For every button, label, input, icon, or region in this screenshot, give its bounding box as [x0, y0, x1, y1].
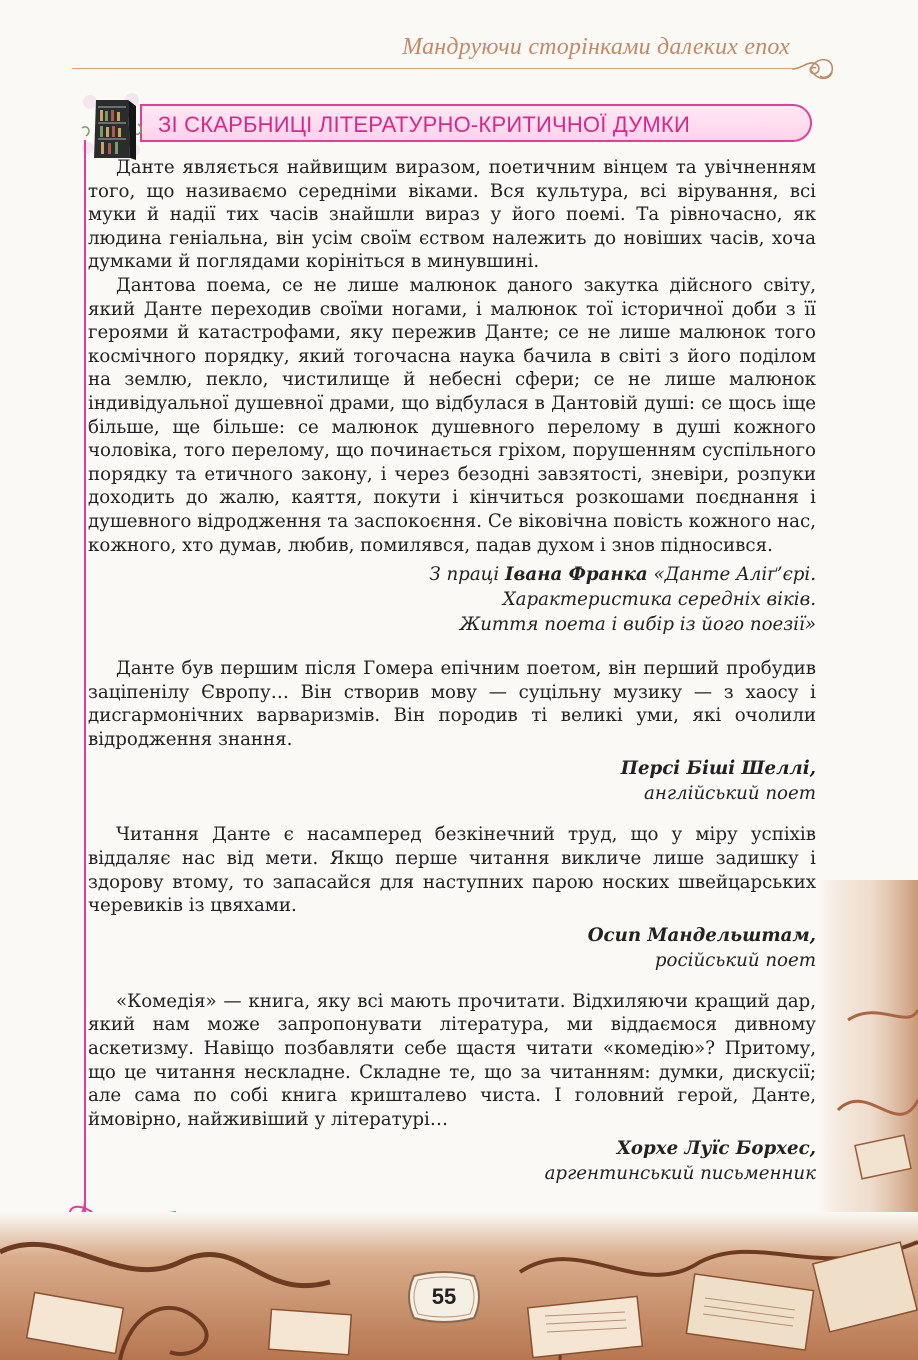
quote-attribution — [88, 756, 816, 806]
flourish-ornament-icon — [790, 52, 836, 86]
quote-attribution — [88, 923, 816, 973]
quote-block-franko — [88, 156, 816, 637]
attribution-author: Осип Мандельштам, — [587, 924, 816, 946]
attribution-role: англійський поет — [644, 783, 816, 805]
quotes-content — [88, 156, 816, 1186]
attribution-title-line3: Життя поета і вибір із його поезії» — [459, 614, 816, 636]
running-head-title: Мандруючи сторінками далеких епох — [402, 34, 790, 60]
attribution-author: Хорхе Луїс Борхес, — [616, 1138, 816, 1160]
section-title: ЗІ СКАРБНИЦІ ЛІТЕРАТУРНО-КРИТИЧНОЇ ДУМКИ — [158, 112, 690, 137]
attribution-role: аргентинський письменник — [544, 1163, 816, 1185]
attribution-title-line2: Характеристика середніх віків. — [502, 589, 816, 611]
quote-paragraph: Дантова поема, се не лише малюнок даного закутка дійсного світу, який Данте переходив своїми ногами, і малюнок тої історичної доби з її героями й катастрофами, яку пережив Данте; се не лише малюнок того космічного порядку, який тогочасна наука бачила в світі з його поділом на землю, пекло, чистилище й небесні сфери; се не лише малюнок індивідуальної душевної драми, що відбулася в Дантовій душі: се щось іще більше, ще більше: се малюнок душевного перелому в душі кожного чоловіка, того перелому, що починається гріхом, порушенням суспільного порядку та етичного закону, і через безодні завзятості, зневіри, розпуки доходить до жалю, каяття, покути і кінчиться розкошами поєднання і душевного відродження та заспокоєння. Се віковічна повість кожного нас, кожного, хто думав, любив, помилявся, падав духом і знов підносився. — [88, 274, 816, 556]
attribution-prefix: З праці — [429, 564, 505, 586]
page-number: 55 — [431, 1284, 457, 1309]
attribution-title: «Данте Аліґ’єрі. — [647, 564, 816, 586]
quote-attribution — [88, 1136, 816, 1186]
bookshelf-icon — [78, 88, 144, 166]
quote-paragraph: Данте являється найвищим виразом, поетичним вінцем та увічненням того, що називаємо середніми віками. Вся культура, всі вірування, всі муки й надії тих часів знайшли вираз у його поемі. Та рівночасно, як людина геніальна, він усім своїм єством належить до новіших часів, хоча думками й поглядами корініться в минувшині. — [88, 157, 816, 273]
quote-paragraph: «Комедія» — книга, яку всі мають прочитати. Відхиляючи кращий дар, який нам може запропонувати література, ми віддаємося дивному аскетизму. Навіщо позбавляти себе щастя читати «комедію»? Притому, що це читання нескладне. Складне те, що за читанням: думки, дискусії; але сама по собі книга кришталево чиста. І головний герой, Данте, ймовірно, найживіший у літературі… — [88, 990, 816, 1130]
attribution-role: російський поет — [654, 949, 816, 971]
quote-block-shelley — [88, 657, 816, 806]
margin-rule — [84, 140, 86, 1212]
quote-attribution — [88, 562, 816, 637]
quote-block-mandelstam — [88, 823, 816, 972]
header-rule — [72, 68, 792, 69]
attribution-author: Персі Біші Шеллі, — [620, 758, 816, 780]
quote-paragraph: Читання Данте є насамперед безкінечний труд, що у міру успіхів віддаляє нас від мети. Якщо перше читання викличе лише задишку і здорову втому, то запасайся для наступних парою носких швейцарських черевиків із цвяхами. — [88, 824, 816, 917]
decorative-books-art — [818, 880, 918, 1220]
quote-paragraph: Данте був першим після Гомера епічним поетом, він перший пробудив заціпенілу Європу… Він створив мову — суцільну музику — з хаосу і дисгармонічних варваризмів. Він породив ті великі уми, які очолили відродження знання. — [88, 658, 816, 750]
attribution-author: Івана Франка — [504, 564, 648, 586]
quote-block-borges — [88, 990, 816, 1187]
